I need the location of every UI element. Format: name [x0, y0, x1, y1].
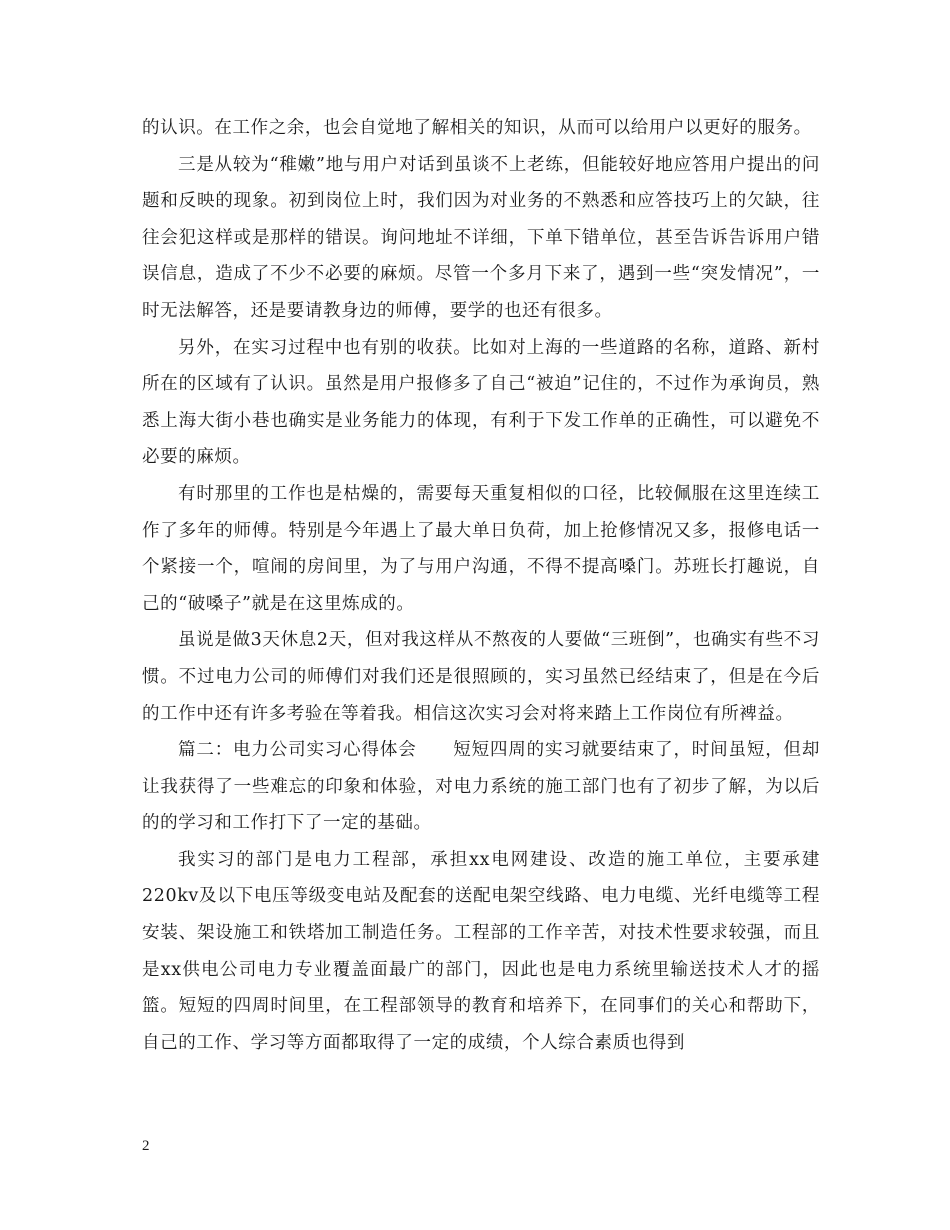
paragraph-6: 篇二：电力公司实习心得体会 短短四周的实习就要结束了，时间虽短，但却让我获得了一些难忘的印象和体验，对电力系统的施工部门也有了初步了解，为以后的的学习和工作打下了一定的基础。	[142, 740, 820, 834]
paragraph-2: 三是从较为“稚嫩”地与用户对话到虽谈不上老练，但能较好地应答用户提出的问题和反映的现象。初到岗位上时，我们因为对业务的不熟悉和应答技巧上的欠缺，往往会犯这样或是那样的错误。询问地址不详细，下单下错单位，甚至告诉告诉用户错误信息，造成了不少不必要的麻烦。尽管一个多月下来了，遇到一些“突发情况”，一时无法解答，还是要请教身边的师傅，要学的也还有很多。	[142, 154, 820, 321]
paragraph-3: 另外，在实习过程中也有别的收获。比如对上海的一些道路的名称，道路、新村所在的区域有了认识。虽然是用户报修多了自己“被迫”记住的，不过作为承询员，熟悉上海大街小巷也确实是业务能力的体现，有利于下发工作单的正确性，可以避免不必要的麻烦。	[142, 337, 820, 468]
paragraph-4: 有时那里的工作也是枯燥的，需要每天重复相似的口径，比较佩服在这里连续工作了多年的师傅。特别是今年遇上了最大单日负荷，加上抢修情况又多，报修电话一个紧接一个，喧闹的房间里，为了与用户沟通，不得不提高嗓门。苏班长打趣说，自己的“破嗓子”就是在这里炼成的。	[142, 483, 820, 614]
paragraph-7: 我实习的部门是电力工程部，承担xx电网建设、改造的施工单位，主要承建220kv及以下电压等级变电站及配套的送配电架空线路、电力电缆、光纤电缆等工程安装、架设施工和铁塔加工制造任务。工程部的工作辛苦，对技术性要求较强，而且是xx供电公司电力专业覆盖面最广的部门，因此也是电力系统里输送技术人才的摇篮。短短的四周时间里，在工程部领导的教育和培养下，在同事们的关心和帮助下，自己的工作、学习等方面都取得了一定的成绩，个人综合素质也得到	[142, 849, 820, 1053]
document-body	[142, 110, 820, 1061]
paragraph-5: 虽说是做3天休息2天，但对我这样从不熬夜的人要做“三班倒”，也确实有些不习惯。不过电力公司的师傅们对我们还是很照顾的，实习虽然已经结束了，但是在今后的工作中还有许多考验在等着我。相信这次实习会对将来踏上工作岗位有所裨益。	[142, 630, 820, 724]
paragraph-1: 的认识。在工作之余，也会自觉地了解相关的知识，从而可以给用户以更好的服务。	[142, 118, 812, 138]
page-number: 2	[142, 1138, 150, 1154]
